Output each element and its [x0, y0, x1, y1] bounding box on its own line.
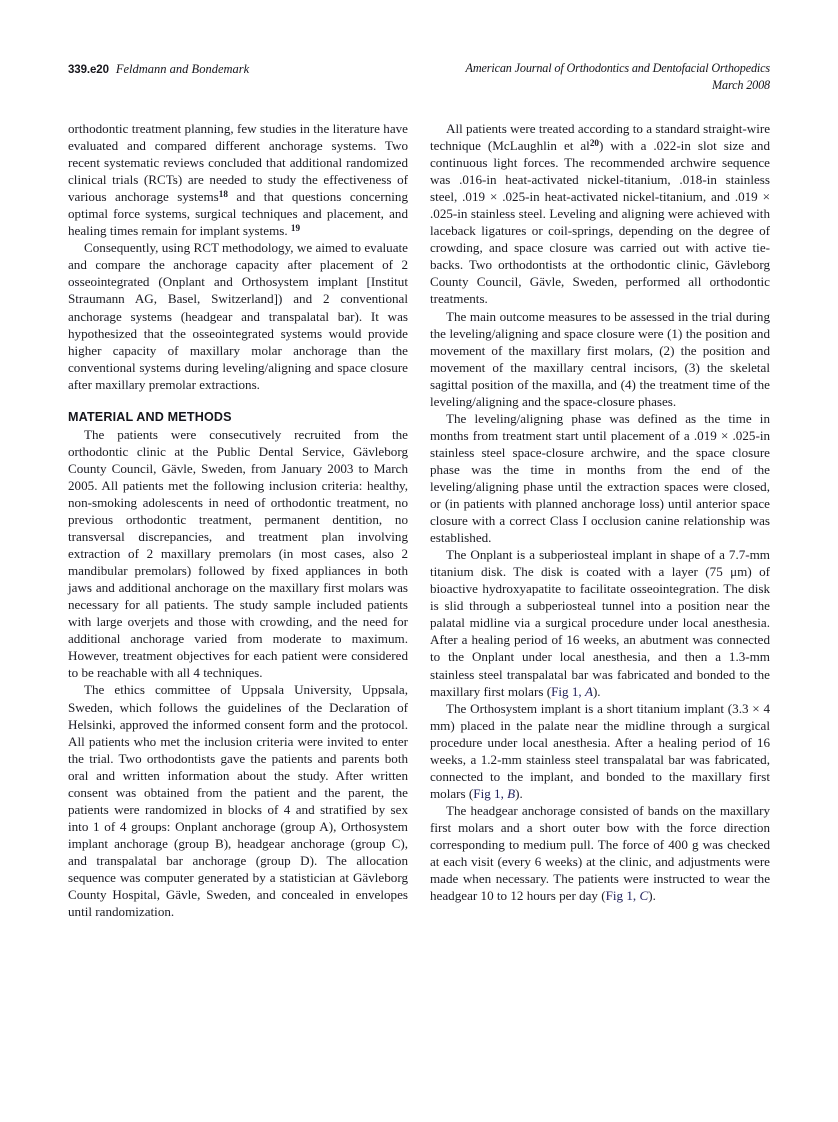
figure-reference-panel: A — [584, 683, 593, 699]
paragraph-text: The Onplant is a subperiosteal implant in shape of a 7.7-mm titanium disk. The disk is coated with a layer (75 μm) of bioactive hydroxyapatite to facilitate osseointegration. The disk is slid through a subperiosteal tunnel into a position near the palatal midline via a surgical procedure under local anesthesia. After a healing period of 16 weeks, an abutment was connected to the Onplant under local anesthesia, and then a 1.3-mm stainless steel transpalatal bar was fabricated and bonded to the maxillary first molars ( — [430, 547, 770, 699]
paragraph-continuation — [68, 120, 408, 239]
running-head-left — [68, 60, 249, 78]
paragraph-outcome-measures — [430, 308, 770, 410]
figure-reference-label: Fig 1, — [473, 785, 508, 801]
figure-reference-link[interactable] — [606, 888, 649, 903]
journal-issue-date: March 2008 — [712, 78, 770, 92]
figure-reference-link[interactable] — [551, 684, 593, 699]
reference-marker-20: 20 — [589, 137, 600, 148]
paragraph-headgear — [430, 802, 770, 904]
figure-reference-link[interactable] — [473, 786, 515, 801]
paragraph-text: ). — [515, 785, 523, 801]
paragraph-text: The main outcome measures to be assessed in the trial during the leveling/aligning and space closure were (1) the position and movement of the maxillary first molars, (2) the position and movement of the maxillary central incisors, (3) the skeletal sagittal position of the maxilla, and (4) the treatment time of the leveling/aligning and the space-closure phases. — [430, 308, 770, 409]
paragraph-text: The leveling/aligning phase was defined as the time in months from treatment start until placement of a .019 × .025-in stainless steel space-closure archwire, and the space closure phase was the time in months from the end of the leveling/aligning phase until the extraction spaces were closed, or (in patients with planned anchorage loss) until anterior space closure with a correct Class I occlusion canine relationship was established. — [430, 410, 770, 546]
paragraph-text: ) with a .022-in slot size and continuous light forces. The recommended archwire sequence was .016-in heat-activated nickel-titanium, .018-in stainless steel, .019 × .025-in heat-activated nickel-titanium, and .019 × .025-in stainless steel. Leveling and aligning were achieved with laceback ligatures or coil-springs, depending on the degree of crowding, and space closure was carried out with active tie-backs. Two orthodontists at the orthodontic clinic, Gävleborg County Council, Gävle, Sweden, performed all orthodontic treatments. — [430, 138, 770, 307]
paragraph-orthosystem — [430, 700, 770, 802]
paragraph-text: and that questions concerning optimal force systems, surgical techniques and placement, and healing times remain for implant systems. — [68, 189, 408, 239]
paragraph-text: orthodontic treatment planning, few studies in the literature have evaluated and compared different anchorage systems. Two recent systematic reviews concluded that additional randomized clinical trials (RCTs) are needed to study the effectiveness of various anchorage systems — [68, 121, 408, 205]
paragraph-aims — [68, 239, 408, 392]
figure-reference-label: Fig 1, — [551, 683, 585, 699]
paragraph-ethics — [68, 681, 408, 920]
paragraph-text: The patients were consecutively recruited from the orthodontic clinic at the Public Dental Service, Gävleborg County Council, Gävle, Sweden, from January 2003 to March 2005. All patients met the following inclusion criteria: healthy, non-smoking adolescents in need of orthodontic treatment, no previous orthodontic treatment, permanent dentition, no transversal discrepancies, and treatment plan involving extraction of 2 maxillary premolars (in most cases, also 2 mandibular premolars) followed by fixed appliances in both jaws and additional anchorage on the maxillary first molars was necessary for all patients. The study sample included patients with large overjets and those with crowding, and the need for additional anchorage varied from moderate to maximum. However, treatment objectives for each patient were considered to be reachable with all 4 techniques. — [68, 426, 408, 681]
paragraph-text: ). — [592, 683, 601, 699]
paragraph-text: The headgear anchorage consisted of bands on the maxillary first molars and a short outer bow with the force direction corresponding to medium pull. The force of 400 g was checked at each visit (every 6 weeks) at the clinic, and adjustments were made when necessary. The patients were instructed to wear the headgear 10 to 12 hours per day ( — [430, 802, 770, 904]
paragraph-text: All patients were treated according to a standard straight-wire technique (McLaughlin et al — [430, 121, 770, 154]
running-head-authors: Feldmann and Bondemark — [115, 62, 250, 76]
paragraph-text: ). — [648, 888, 656, 904]
body-columns — [68, 120, 770, 920]
paragraph-text: Consequently, using RCT methodology, we aimed to evaluate and compare the anchorage capacity after placement of 2 osseointegrated (Onplant and Orthosystem implant [Institut Straumann AG, Basel, Switzerland]) and 2 conventional anchorage systems (headgear and transpalatal bar). It was hypothesized that the osseointegrated systems would provide higher capacity of maxillary molar anchorage than the conventional systems during leveling/aligning and space closure after maxillary premolar extractions. — [68, 240, 408, 392]
left-column — [68, 120, 408, 920]
paragraph-phase-definitions — [430, 410, 770, 546]
paragraph-onplant — [430, 546, 770, 699]
section-heading-material-and-methods: MATERIAL AND METHODS — [68, 409, 232, 424]
paragraph-text: The ethics committee of Uppsala University, Uppsala, Sweden, which follows the guidelines of the Declaration of Helsinki, approved the informed consent form and the protocol. All patients who met the inclusion criteria were invited to enter the trial. Two orthodontists gave the patients and parents both oral and written information about the study. After written consent was obtained from the patient and the parent, the patients were randomized in blocks of 4 and stratified by sex into 1 of 4 groups: Onplant anchorage (group A), Orthosystem implant anchorage (group B), headgear anchorage (group C), and transpalatal bar anchorage (group D). The allocation sequence was computer generated by a statistician at Gävleborg County Hospital, Gävle, Sweden, and concealed in envelopes until randomization. — [68, 682, 408, 920]
page-folio: 339.e20 — [68, 64, 109, 76]
paragraph-treatment-protocol — [430, 120, 770, 308]
paragraph-patients — [68, 426, 408, 682]
reference-marker-19: 19 — [290, 223, 301, 234]
right-column — [430, 120, 770, 920]
figure-reference-panel: B — [507, 785, 516, 801]
running-head-right — [466, 60, 770, 94]
figure-reference-panel: C — [639, 888, 649, 904]
running-head — [68, 60, 770, 100]
journal-title: American Journal of Orthodontics and Dentofacial Orthopedics — [465, 61, 770, 75]
reference-marker-18: 18 — [218, 189, 228, 199]
paragraph-text: The Orthosystem implant is a short titanium implant (3.3 × 4 mm) placed in the palate near the midline through a surgical procedure under local anesthesia. After a healing period of 16 weeks, a 1.2-mm stainless steel transpalatal bar was fabricated, connected to the implant, and bonded to the maxillary first molars ( — [430, 700, 770, 801]
figure-reference-label: Fig 1, — [605, 888, 640, 904]
